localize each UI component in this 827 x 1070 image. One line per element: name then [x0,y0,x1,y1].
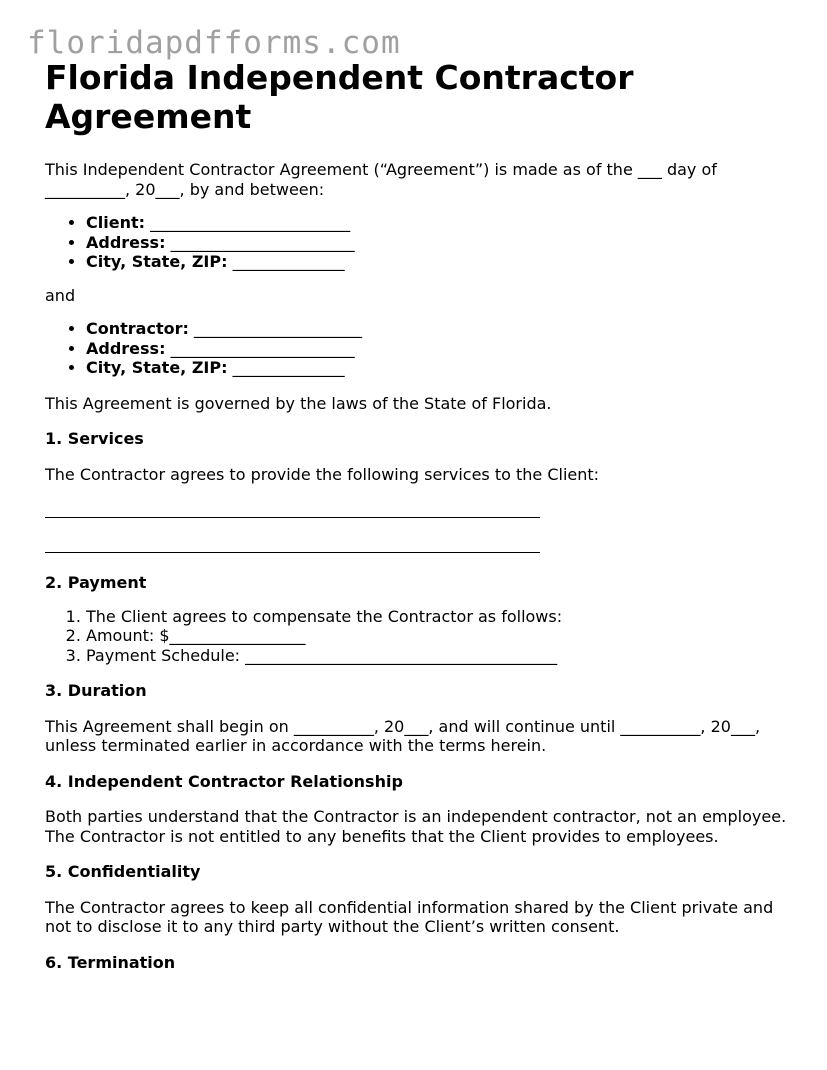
watermark: floridapdfforms.com [27,25,401,61]
contractor-name-field [86,319,790,339]
field-label: Address: [86,232,166,252]
field-label: Contractor: [86,319,189,338]
field-label: City, State, ZIP: [86,358,228,377]
section-heading-termination: 6. Termination [45,952,176,972]
and-text: and [45,285,76,305]
contractor-address-field [86,339,790,359]
payment-list [45,607,790,666]
section-heading-confidentiality: 5. Confidentiality [45,862,201,881]
services-blank-line [45,517,540,518]
relationship-text: Both parties understand that the Contractor is an independent contractor, not an employee. The Contractor is not entitled to any benefits that the Client provides to employees. [45,807,787,846]
client-city-state-zip-field [86,252,790,272]
section-heading-services: 1. Services [45,429,144,448]
governing-law-text: This Agreement is governed by the laws of the State of Florida. [45,393,552,413]
contractor-fields-list [45,319,790,378]
field-blank: _______________________ [165,232,355,252]
services-blank-line [45,552,540,553]
duration-text: This Agreement shall begin on __________, 20___, and will continue until __________, 20___, unless terminated earlier in accordance with the terms herein. [45,716,761,755]
client-address-field [86,233,790,253]
field-label: Address: [86,338,166,358]
client-fields-list [45,213,790,272]
section-heading-relationship: 4. Independent Contractor Relationship [45,771,403,791]
document-page [45,58,790,972]
services-text: The Contractor agrees to provide the following services to the Client: [45,464,600,484]
confidentiality-text: The Contractor agrees to keep all confidential information shared by the Client private and not to disclose it to any third party without the Client’s written consent. [45,897,774,936]
field-label: Client: [86,213,145,232]
payment-schedule-item: 3. Payment Schedule: _______________________________________ [86,646,790,666]
contractor-city-state-zip-field [86,358,790,378]
document-title: Florida Independent Contractor Agreement [45,58,634,136]
payment-item: 1. The Client agrees to compensate the Contractor as follows: [86,607,790,627]
section-heading-duration: 3. Duration [45,681,147,700]
client-name-field [86,213,790,233]
payment-amount-item: 2. Amount: $_________________ [86,626,790,646]
field-blank: _____________________ [188,319,362,338]
intro-paragraph: This Independent Contractor Agreement (“Agreement”) is made as of the ___ day of __________, 20___, by and between: [45,160,717,199]
field-blank: ______________ [227,252,345,271]
field-blank: _________________________ [145,213,351,232]
field-blank: ______________ [227,358,345,377]
field-label: City, State, ZIP: [86,252,228,271]
field-blank: _______________________ [165,338,355,358]
section-heading-payment: 2. Payment [45,573,147,592]
